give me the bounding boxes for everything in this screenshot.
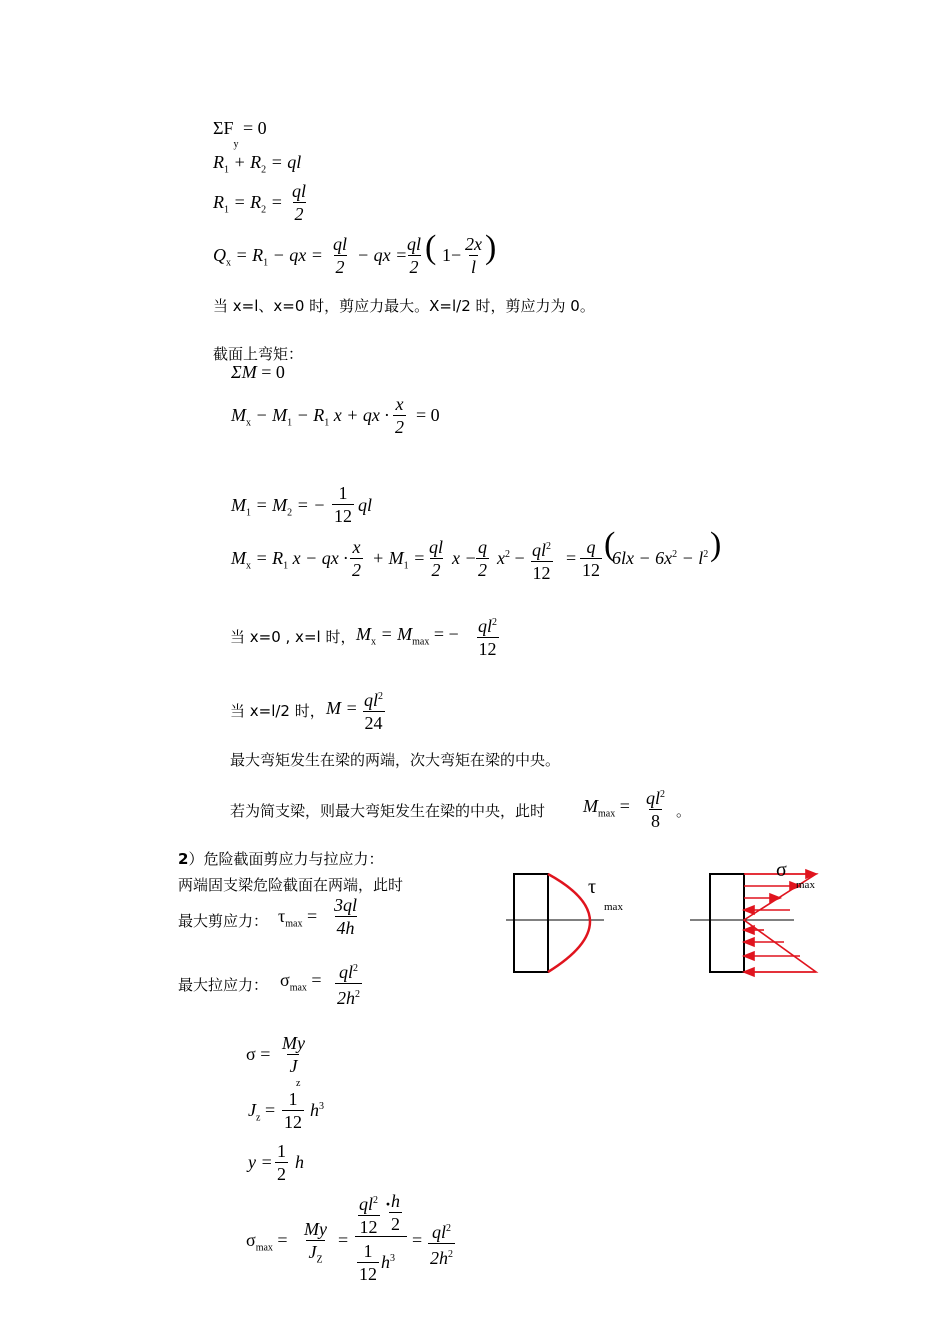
subscript-z: z (296, 1078, 301, 1089)
compound-fraction (355, 1190, 407, 1286)
sigma-eq: σ = (246, 1044, 271, 1064)
y-eq: y = (248, 1152, 273, 1172)
fraction-ql2-over-12: $\frac{ql^2}{12}$ (359, 1194, 379, 1237)
shear-note: 当 x=l、x=0 时，剪应力最大。X=l/2 时，剪应力为 0。 (213, 297, 595, 315)
fraction-1-over-12: $\frac{1}{12}$ (334, 483, 352, 526)
period: 。 (676, 802, 692, 820)
h-cubed: $h^3$ (310, 1100, 324, 1120)
ql-term: ql (358, 495, 373, 515)
fraction-1-over-12: $\frac{1}{12}$ (359, 1241, 377, 1284)
dot-operator: · (385, 1194, 392, 1214)
moment-note-1: 最大弯矩发生在梁的两端，次大弯矩在梁的中央。 (230, 751, 561, 769)
fraction-my-over-jz: $\frac{My}{J_Z}$ (302, 1218, 329, 1272)
right-paren: ) (710, 526, 722, 563)
equation-sum-fy: $\Sigma F_y = 0$ (213, 118, 267, 150)
sigma-max-final: $\sigma_{max}$ = (246, 1230, 288, 1254)
shear-label: 最大剪应力： (178, 912, 269, 930)
tau-label: τ (588, 876, 597, 898)
equals: = (412, 1230, 423, 1250)
condition1-text: 当 x=0 , x=l 时， (230, 628, 356, 646)
tensile-stress-diagram (690, 859, 816, 976)
right-paren: ) (485, 229, 497, 266)
equation-moment-balance: $M_x - M_1 - R_1$ x + qx · (231, 405, 389, 429)
moment-note-2: 若为简支梁，则最大弯矩发生在梁的中央，此时 (230, 802, 546, 820)
h-cubed: $h^3$ (381, 1252, 395, 1272)
equation-qx-mid: − qx = (357, 245, 408, 265)
equation-mx-left: $M_x = R_1$ x − qx · (231, 548, 348, 572)
left-paren: ( (425, 229, 437, 266)
left-paren: ( (604, 526, 616, 563)
equation-sum-m: ΣM = 0 (231, 362, 285, 382)
fraction-1-over-12: $\frac{1}{12}$ (284, 1089, 302, 1132)
equation-one-minus: 1− (442, 245, 462, 265)
equation-r1-equals-r2: $R_1 = R_2$ = (213, 192, 283, 216)
sigma-subscript: max (796, 879, 815, 891)
fraction-ql-over-2: $\frac{ql}{2}$ (333, 234, 348, 277)
stress-line2: 两端固支梁危险截面在两端，此时 (178, 876, 404, 894)
bracket-expression: $6lx - 6x^2 - l^2$ (612, 548, 709, 568)
fraction-ql2-over-12: $\frac{ql^2}{12}$ (478, 616, 498, 659)
stress-distribution-figures (500, 850, 830, 980)
moment-heading: 截面上弯矩： (213, 345, 304, 363)
fraction-ql-over-2: $\frac{ql}{2}$ (407, 234, 422, 277)
tau-max: $\tau_{max}$ = (278, 906, 318, 930)
fraction-ql2-over-24: $\frac{ql^2}{24}$ (364, 690, 384, 733)
parabolic-shear-curve (548, 874, 590, 972)
equation-m1-m2: $M_1 = M_2$ = − (231, 495, 326, 519)
sigma-label: σ (776, 859, 787, 881)
equals: = (338, 1230, 349, 1250)
fraction-q-over-2: $\frac{q}{2}$ (478, 537, 487, 580)
stress-heading: 2）危险截面剪应力与拉应力： (178, 850, 384, 868)
jz-eq: $J_z$ = (248, 1100, 276, 1124)
condition2-text: 当 x=l/2 时， (230, 702, 325, 720)
fraction-q-over-12: $\frac{q}{12}$ (582, 537, 600, 580)
shear-stress-diagram (506, 874, 623, 972)
fraction-h-over-2: $\frac{h}{2}$ (391, 1191, 400, 1234)
equation-qx-left: $Q_x = R_1$ − qx = (213, 245, 323, 269)
fraction-x-over-2: $\frac{x}{2}$ (395, 394, 404, 437)
fraction-x-over-2: $\frac{x}{2}$ (352, 537, 361, 580)
fraction-2x-over-l: $\frac{2x}{l}$ (465, 234, 482, 277)
fraction-ql-over-2: $\frac{ql}{2}$ (429, 537, 444, 580)
sigma-max: $\sigma_{max}$ = (280, 970, 322, 994)
beam-section (514, 874, 548, 972)
equation-r1-plus-r2: $R_1 + R_2$ = ql (213, 152, 302, 176)
main-fraction-bar (355, 1236, 407, 1237)
tensile-label: 最大拉应力： (178, 976, 269, 994)
fraction-1-over-2: $\frac{1}{2}$ (277, 1141, 286, 1184)
fraction-3ql-over-4h: $\frac{3ql}{4h}$ (334, 895, 358, 938)
condition1-equation: $M_x = M_{max}$ = − (356, 624, 459, 648)
x-minus: x − (452, 548, 477, 568)
tau-subscript: max (604, 901, 623, 913)
fraction-ql2-over-12: $\frac{ql^2}{12}$ (532, 540, 552, 583)
fraction-ql2-over-2h2: $\frac{ql^2}{2h^2}$ (430, 1222, 453, 1268)
fraction-ql-over-2: $\frac{ql}{2}$ (292, 181, 307, 224)
fraction-my-over-j: $\frac{My}{J}$ (282, 1033, 305, 1076)
equals: = (566, 548, 577, 568)
mmax-symbol: $M_{max}$ = (583, 796, 630, 820)
plus-m1: + $M_1$ = (372, 548, 426, 572)
h-term: h (295, 1152, 304, 1172)
condition2-equation: M = (326, 698, 358, 718)
fraction-ql2-over-8: $\frac{ql^2}{8}$ (646, 788, 666, 831)
fraction-ql2-over-2h2: $\frac{ql^2}{2h^2}$ (337, 962, 360, 1008)
x-squared: $x^2$ − (497, 548, 525, 568)
equals-zero: = 0 (416, 405, 440, 425)
beam-section (710, 874, 744, 972)
